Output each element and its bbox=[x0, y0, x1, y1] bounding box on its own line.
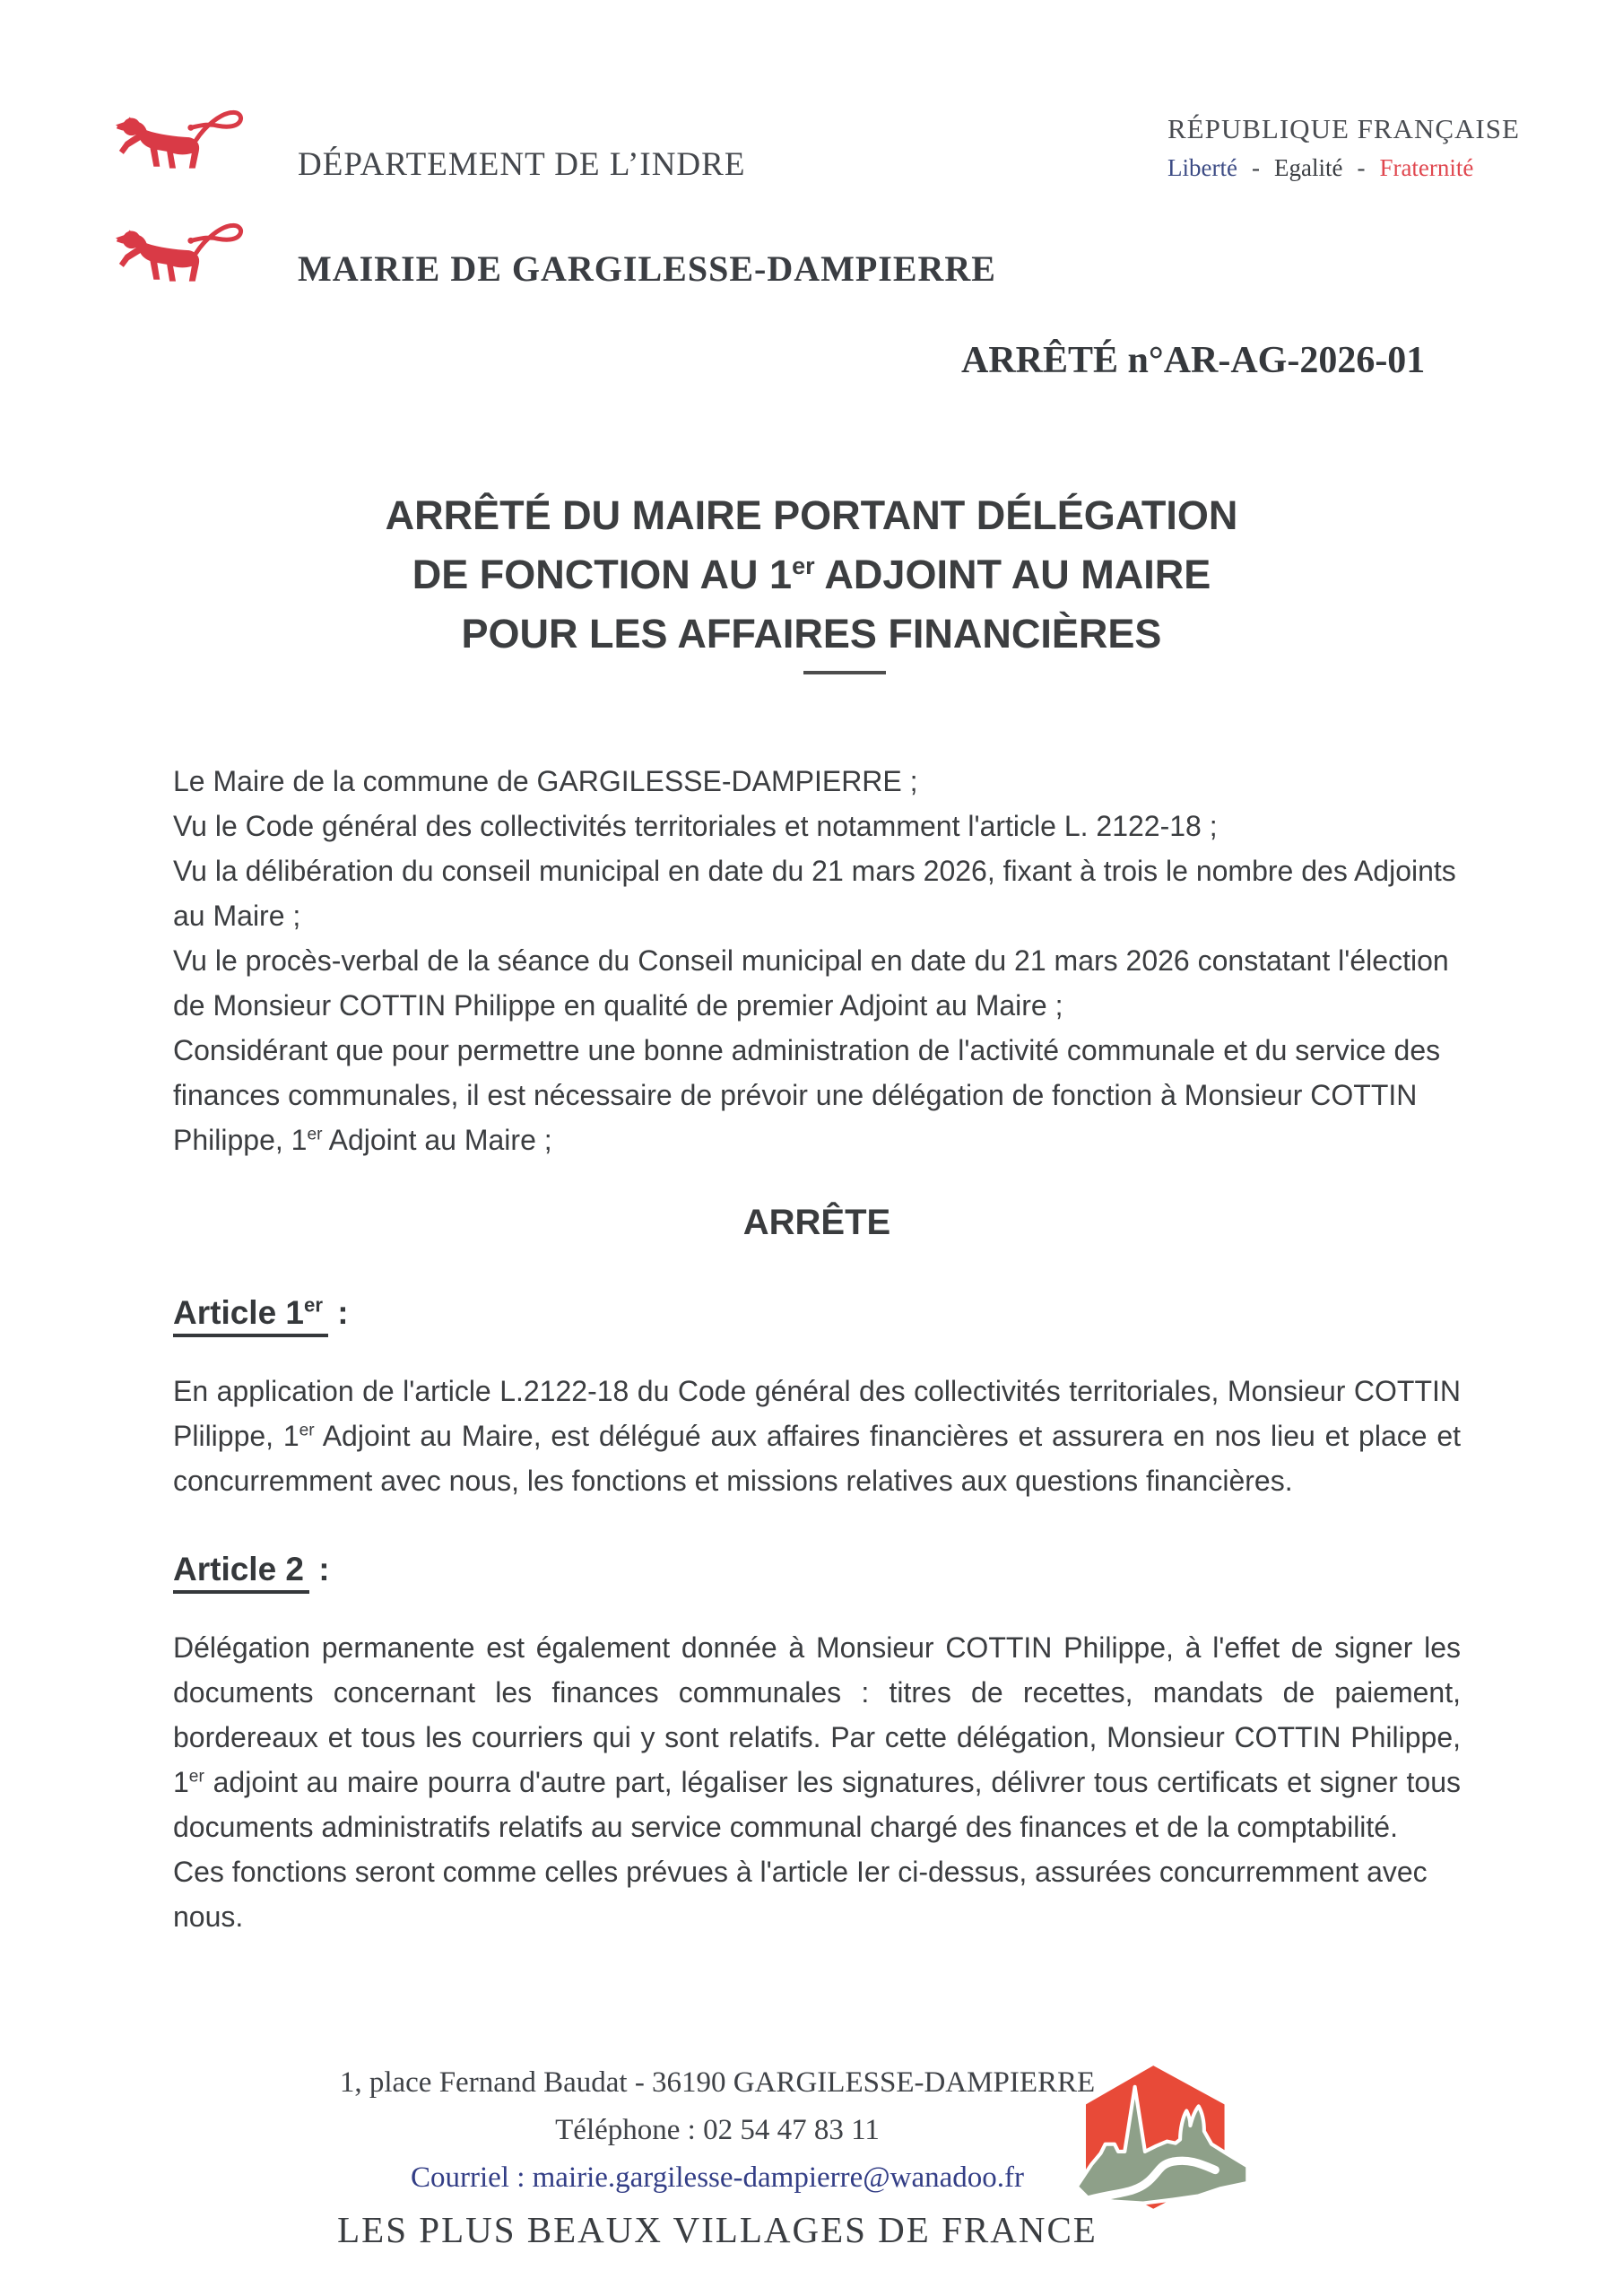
footer-phone: Téléphone : 02 54 47 83 11 bbox=[555, 2114, 880, 2146]
article-2-heading: Article 2 : bbox=[173, 1548, 1461, 1591]
motto-liberte: Liberté bbox=[1167, 154, 1237, 181]
department-name: DÉPARTEMENT DE L’INDRE bbox=[298, 146, 746, 183]
article-2-body: Délégation permanente est également donnée à Monsieur COTTIN Philippe, à l'effet de signer les documents concernant les finances communales : titres de recettes, mandats de paiement, bordereaux et tous les courriers qui y sont relatifs. Par cette délégation, Monsieur COTTIN Philippe, 1er adjoint au maire pourra d'autre part, légaliser les signatures, délivrer tous certificats et signer tous documents administratifs relatifs au service communal chargé des finances et de la comptabilité. bbox=[173, 1631, 1461, 1843]
article-2-body-continued: Ces fonctions seront comme celles prévues à l'article Ier ci-dessus, assurées concurremment avec nous. bbox=[173, 1856, 1428, 1933]
preamble-line: Vu le procès-verbal de la séance du Conseil municipal en date du 21 mars 2026 constatant l'élection de Monsieur COTTIN Philippe en qualité de premier Adjoint au Maire ; bbox=[173, 944, 1449, 1022]
superscript-er: er bbox=[304, 1293, 323, 1317]
article-1-body: En application de l'article L.2122-18 du Code général des collectivités territoriales, Monsieur COTTIN Plilippe, 1er Adjoint au Maire, est délégué aux affaires financières et assurera en nos lieu et place et concurremment avec nous, les fonctions et missions relatives aux questions financières. bbox=[173, 1375, 1462, 1497]
preamble-line: Vu le Code général des collectivités territoriales et notamment l'article L. 2122-18 ; bbox=[173, 810, 1218, 842]
title-line-2: DE FONCTION AU 1er ADJOINT AU MAIRE bbox=[412, 552, 1211, 597]
motto-separator: - bbox=[1357, 154, 1366, 181]
title-line-3: POUR LES AFFAIRES FINANCIÈRES bbox=[461, 611, 1162, 657]
footer-address: 1, place Fernand Baudat - 36190 GARGILESSE-DAMPIERRE bbox=[339, 2066, 1096, 2099]
motto-egalite: Egalité bbox=[1273, 154, 1343, 181]
national-motto bbox=[1167, 154, 1473, 182]
document-title bbox=[0, 486, 1623, 664]
preamble-line: Le Maire de la commune de GARGILESSE-DAMPIERRE ; bbox=[173, 765, 918, 797]
footer-slogan: LES PLUS BEAUX VILLAGES DE FRANCE bbox=[337, 2209, 1098, 2250]
motto-fraternite: Fraternité bbox=[1379, 154, 1474, 181]
superscript-er: er bbox=[299, 1421, 315, 1440]
republique-francaise-label: RÉPUBLIQUE FRANÇAISE bbox=[1167, 113, 1520, 144]
superscript-er: er bbox=[307, 1125, 323, 1144]
preamble-line: Vu la délibération du conseil municipal en date du 21 mars 2026, fixant à trois le nombre des Adjoints au Maire ; bbox=[173, 855, 1456, 932]
title-line-1: ARRÊTÉ DU MAIRE PORTANT DÉLÉGATION bbox=[385, 492, 1238, 538]
heraldic-lion-icon bbox=[111, 213, 244, 307]
superscript-er: er bbox=[188, 1767, 204, 1787]
document-body bbox=[173, 759, 1461, 1939]
heraldic-lion-icon bbox=[111, 100, 244, 194]
article-1-heading: Article 1er : bbox=[173, 1292, 1461, 1335]
beaux-villages-logo-icon bbox=[1076, 2063, 1248, 2215]
superscript-er: er bbox=[792, 552, 815, 579]
footer-email: Courriel : mairie.gargilesse-dampierre@wanadoo.fr bbox=[410, 2161, 1025, 2194]
motto-separator: - bbox=[1251, 154, 1260, 181]
arrete-reference-number: ARRÊTÉ n°AR-AG-2026-01 bbox=[961, 340, 1426, 381]
title-divider bbox=[803, 671, 886, 674]
decision-heading: ARRÊTE bbox=[742, 1203, 891, 1242]
mairie-name: MAIRIE DE GARGILESSE-DAMPIERRE bbox=[298, 248, 996, 289]
preamble-line: Considérant que pour permettre une bonne administration de l'activité communale et du service des finances communales, il est nécessaire de prévoir une délégation de fonction à Monsieur COTTIN Philippe, 1er Adjoint au Maire ; bbox=[173, 1034, 1441, 1156]
